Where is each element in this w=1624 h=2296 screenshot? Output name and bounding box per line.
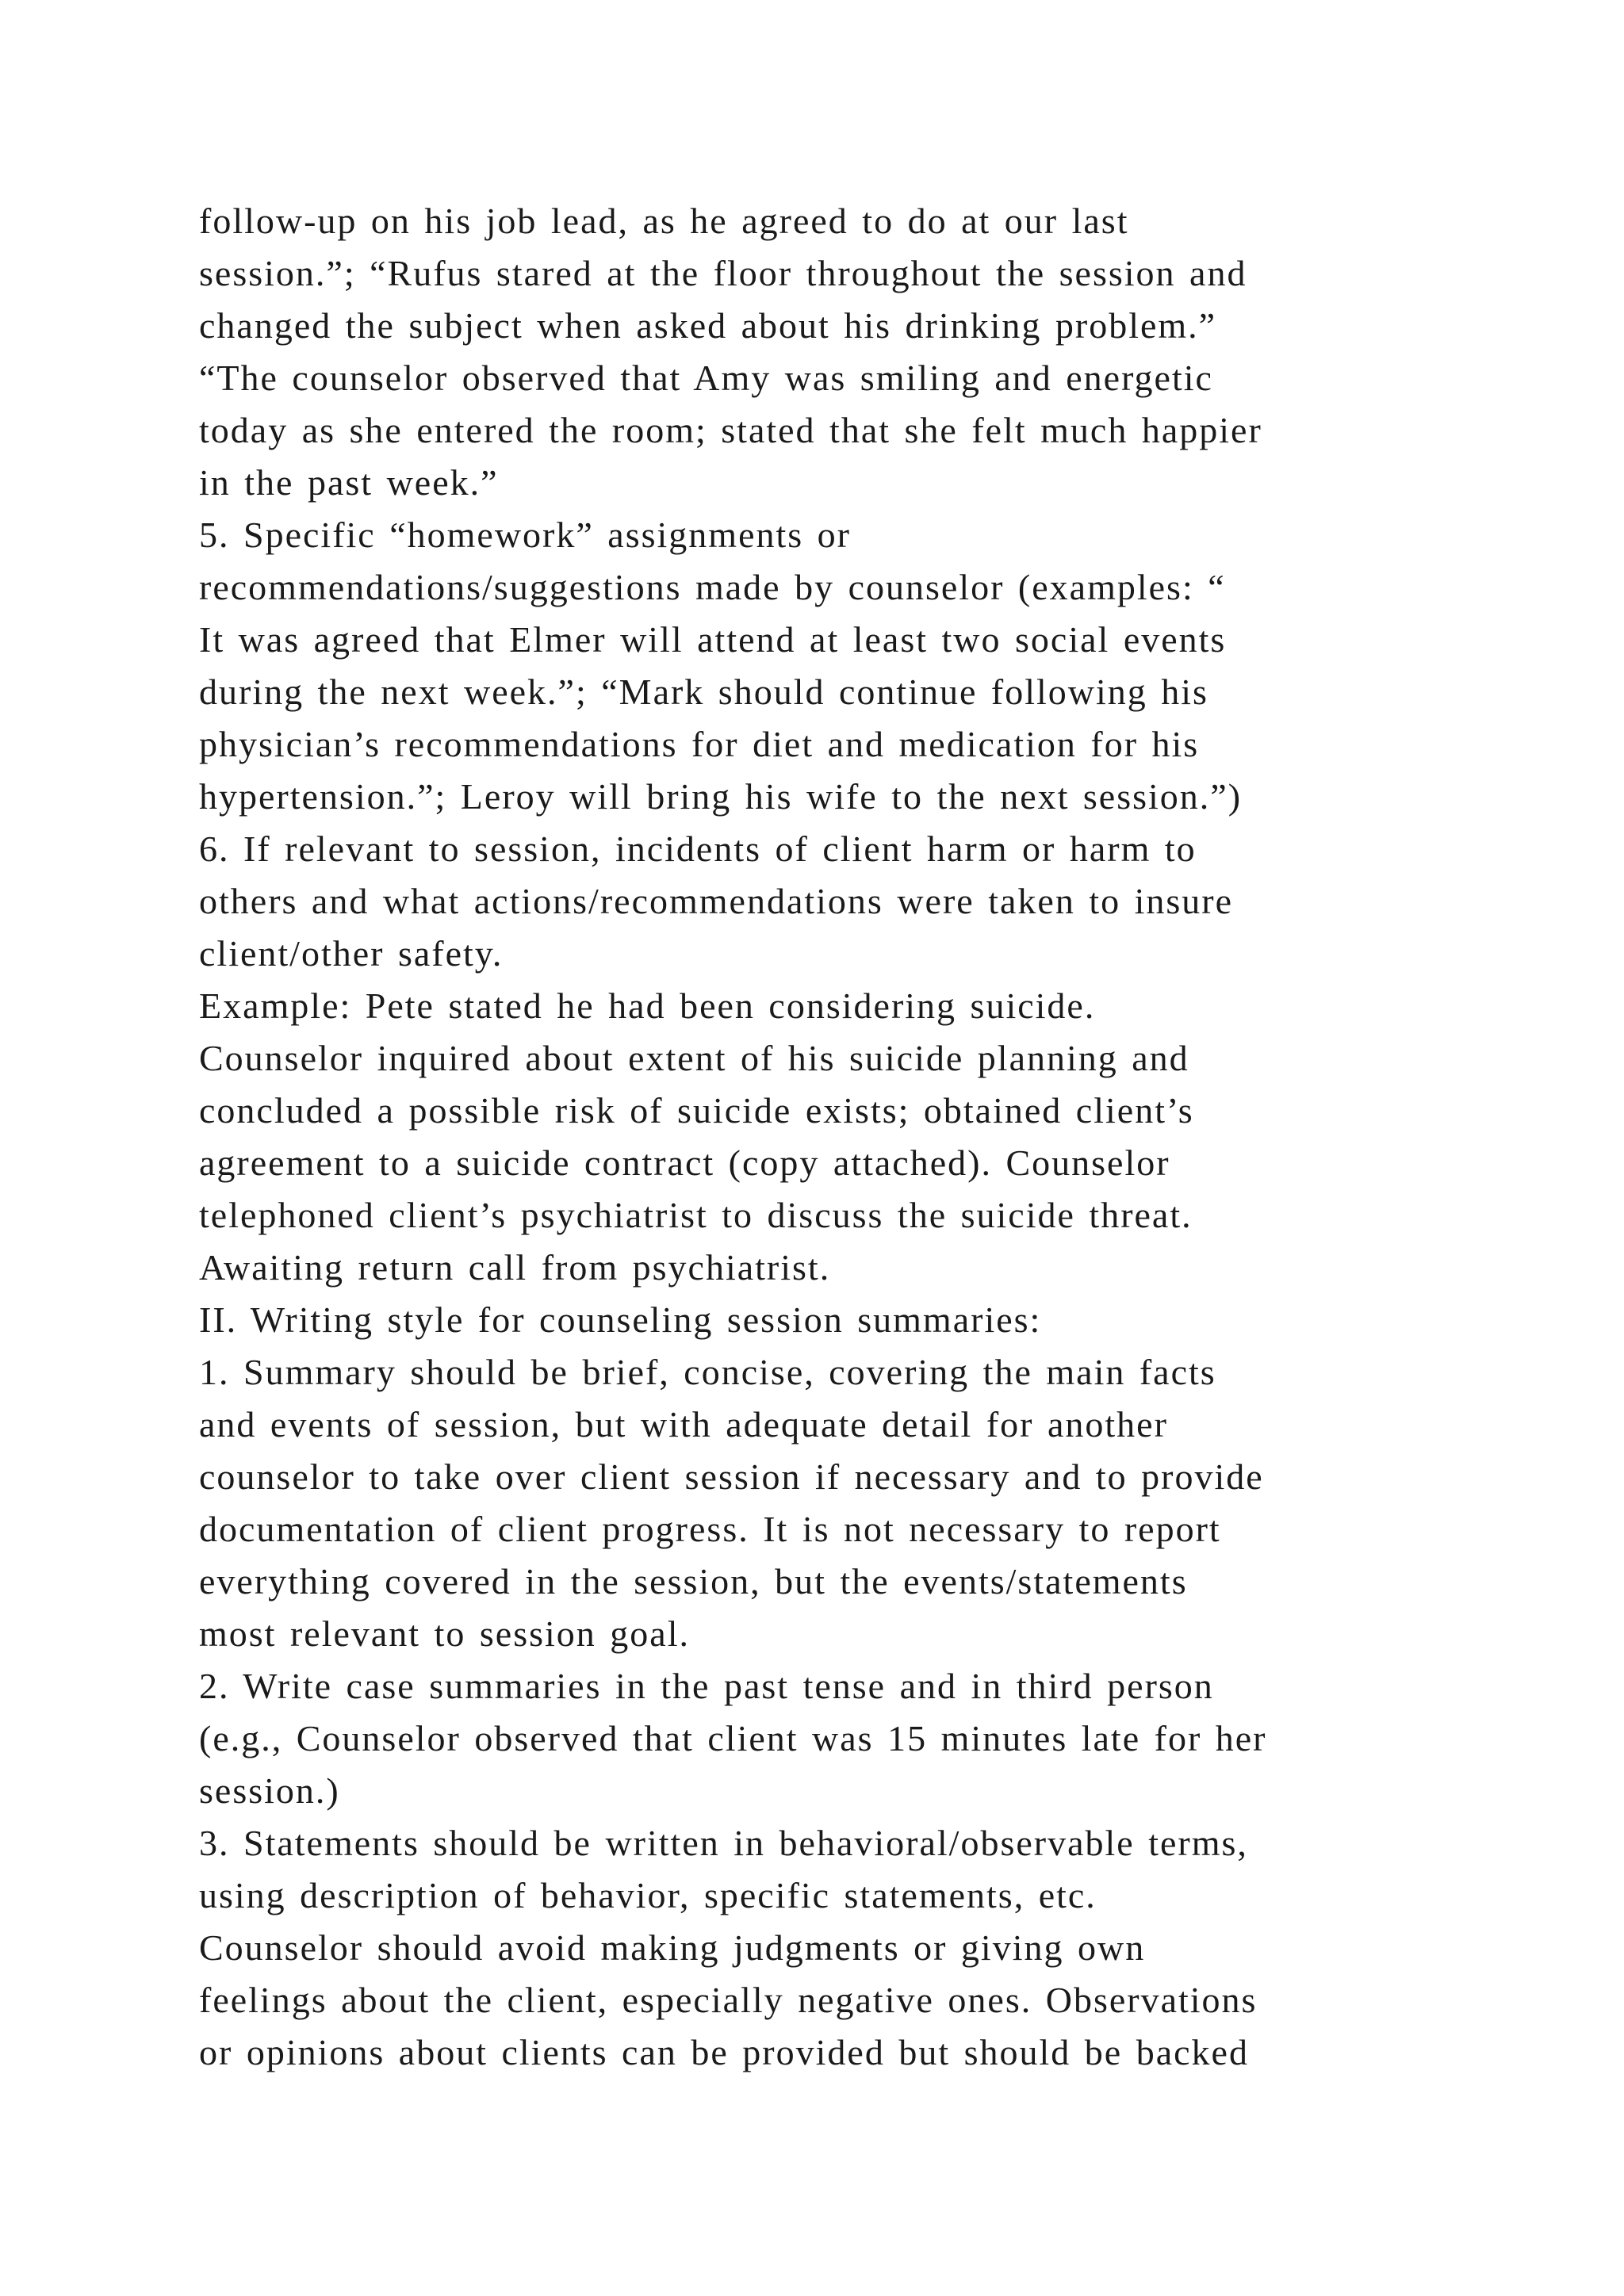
text-line: using description of behavior, specific statements, etc.	[199, 1875, 1097, 1915]
text-line: documentation of client progress. It is not necessary to report	[199, 1509, 1221, 1549]
text-line: counselor to take over client session if necessary and to provide	[199, 1456, 1264, 1497]
text-line: 3. Statements should be written in behavioral/observable terms,	[199, 1823, 1248, 1863]
section-heading: II. Writing style for counseling session summaries:	[199, 1299, 1042, 1340]
text-line: session.)	[199, 1770, 340, 1811]
text-line: changed the subject when asked about his drinking problem.”	[199, 305, 1217, 346]
text-line: (e.g., Counselor observed that client was 15 minutes late for her	[199, 1718, 1267, 1758]
text-line: in the past week.”	[199, 462, 499, 503]
text-line: session.”; “Rufus stared at the floor throughout the session and	[199, 253, 1247, 293]
text-line: 1. Summary should be brief, concise, covering the main facts	[199, 1352, 1216, 1392]
text-line: client/other safety.	[199, 933, 504, 974]
text-line: today as she entered the room; stated that she felt much happier	[199, 410, 1262, 450]
text-line: and events of session, but with adequate detail for another	[199, 1404, 1168, 1445]
text-line: 6. If relevant to session, incidents of client harm or harm to	[199, 828, 1197, 869]
text-line: physician’s recommendations for diet and medication for his	[199, 724, 1200, 764]
text-line: others and what actions/recommendations were taken to insure	[199, 881, 1234, 921]
text-line: during the next week.”; “Mark should continue following his	[199, 672, 1208, 712]
text-line: Example: Pete stated he had been considering suicide.	[199, 985, 1096, 1026]
text-line: or opinions about clients can be provided but should be backed	[199, 2032, 1249, 2072]
text-line: everything covered in the session, but the events/statements	[199, 1561, 1188, 1601]
text-line: 5. Specific “homework” assignments or	[199, 515, 851, 555]
text-line: Counselor inquired about extent of his suicide planning and	[199, 1038, 1189, 1078]
text-line: follow-up on his job lead, as he agreed to do at our last	[199, 201, 1129, 241]
text-line: “The counselor observed that Amy was smiling and energetic	[199, 358, 1213, 398]
body-text	[199, 195, 1547, 2079]
text-line: concluded a possible risk of suicide exists; obtained client’s	[199, 1090, 1194, 1131]
text-line: 2. Write case summaries in the past tense and in third person	[199, 1666, 1214, 1706]
text-line: hypertension.”; Leroy will bring his wife to the next session.”)	[199, 776, 1243, 817]
text-line: most relevant to session goal.	[199, 1613, 690, 1654]
text-line: It was agreed that Elmer will attend at least two social events	[199, 619, 1227, 660]
text-line: Counselor should avoid making judgments or giving own	[199, 1927, 1146, 1968]
text-line: feelings about the client, especially negative ones. Observations	[199, 1980, 1258, 2020]
text-line: agreement to a suicide contract (copy attached). Counselor	[199, 1142, 1170, 1183]
text-line: Awaiting return call from psychiatrist.	[199, 1247, 831, 1288]
text-line: recommendations/suggestions made by counselor (examples: “	[199, 567, 1226, 607]
text-line: telephoned client’s psychiatrist to discuss the suicide threat.	[199, 1195, 1193, 1235]
